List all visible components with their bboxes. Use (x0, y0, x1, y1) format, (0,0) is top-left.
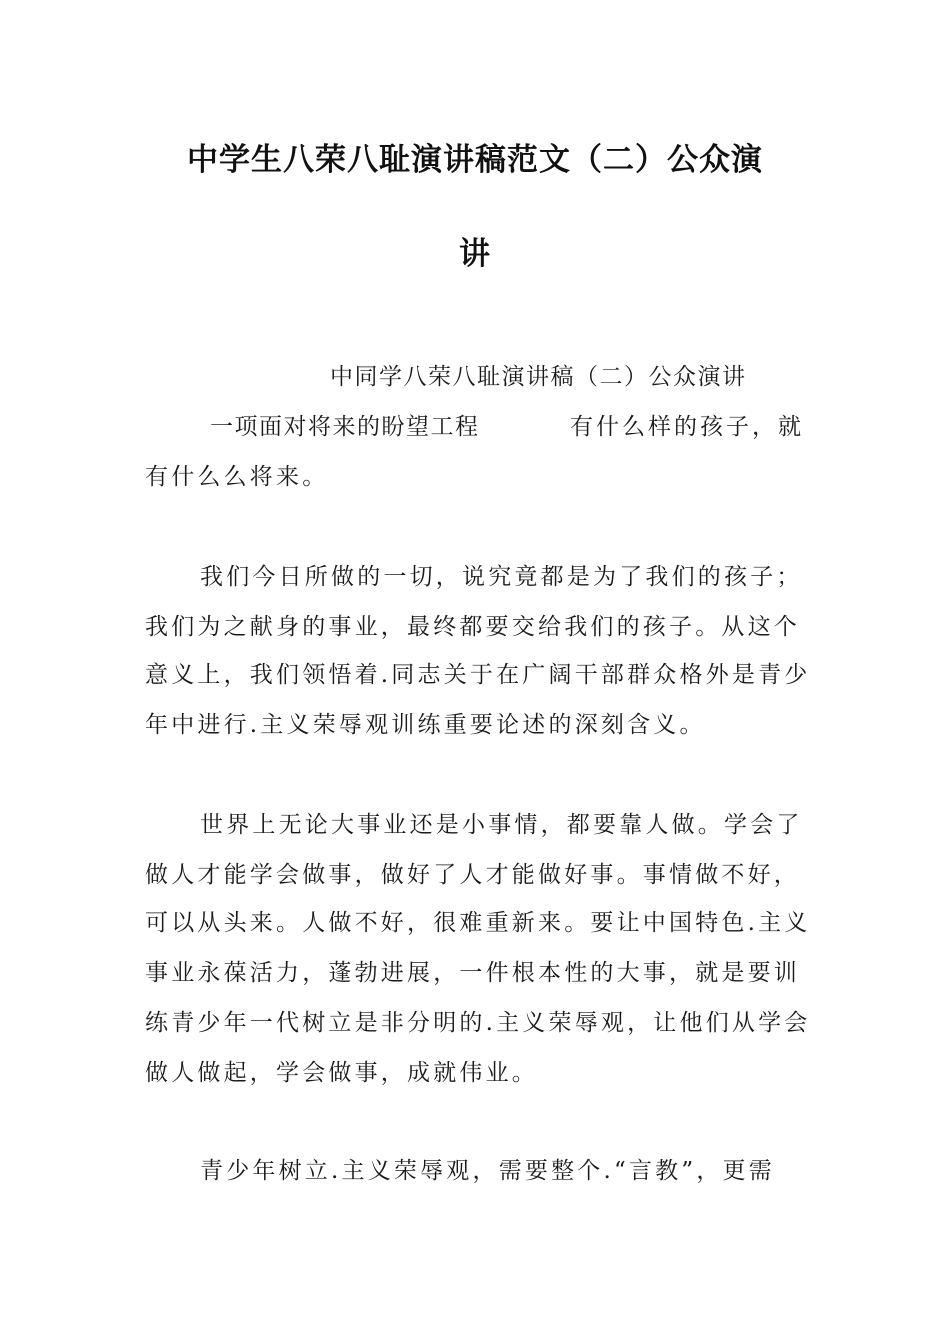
document-title-line-1: 中学生八荣八耻演讲稿范文（二）公众演 (187, 142, 763, 178)
paragraph-2-line-1: 世界上无论大事业还是小事情，都要靠人做。学会了 (200, 812, 803, 838)
intro-text-part-3: 有什么么将来。 (145, 464, 329, 490)
intro-text-part-1: 一项面对将来的盼望工程 (210, 414, 480, 440)
paragraph-1-line-3: 意义上，我们领悟着.同志关于在广阔干部群众格外是青少 (145, 662, 811, 688)
paragraph-1-line-1: 我们今日所做的一切，说究竟都是为了我们的孩子； (200, 564, 803, 590)
document-subtitle: 中同学八荣八耻演讲稿（二）公众演讲 (330, 364, 747, 390)
paragraph-3-line-1: 青少年树立.主义荣辱观，需要整个.“言教”，更需 (200, 1158, 775, 1184)
paragraph-2-line-6: 做人做起，学会做事，成就伟业。 (145, 1060, 538, 1086)
document-title-line-2: 讲 (459, 236, 491, 272)
paragraph-2-line-3: 可以从头来。人做不好，很难重新来。要让中国特色.主义 (145, 910, 811, 936)
paragraph-2-line-5: 练青少年一代树立是非分明的.主义荣辱观，让他们从学会 (145, 1010, 811, 1036)
paragraph-1-line-2: 我们为之献身的事业，最终都要交给我们的孩子。从这个 (145, 614, 800, 640)
paragraph-2-line-4: 事业永葆活力，蓬勃进展，一件根本性的大事，就是要训 (145, 960, 800, 986)
paragraph-2-line-2: 做人才能学会做事，做好了人才能做好事。事情做不好， (145, 862, 800, 888)
paragraph-1-line-4: 年中进行.主义荣辱观训练重要论述的深刻含义。 (145, 712, 706, 738)
intro-text-part-2: 有什么样的孩子，就 (570, 414, 804, 440)
